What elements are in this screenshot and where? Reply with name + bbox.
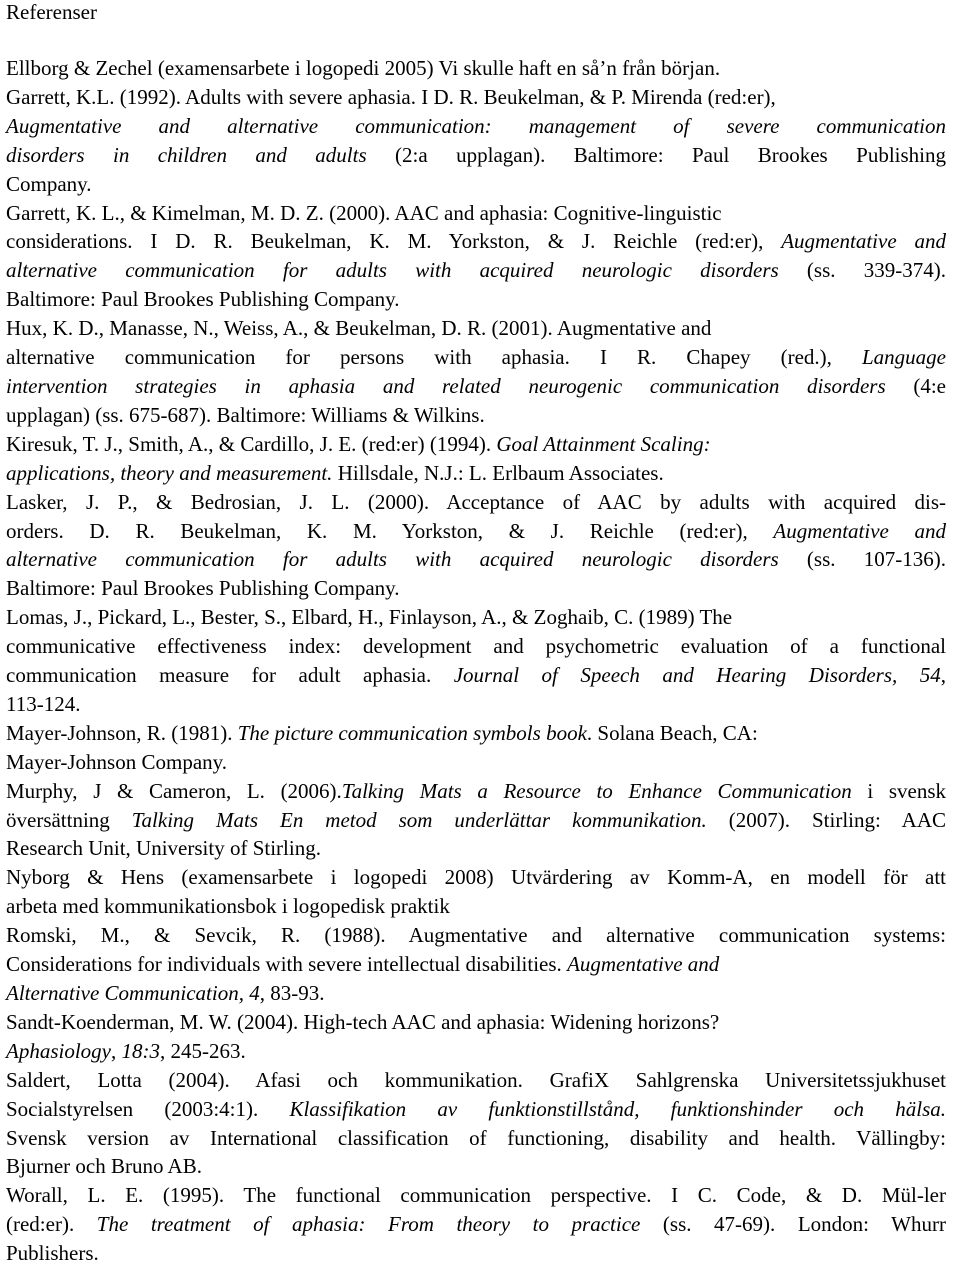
reference-entry xyxy=(6,777,946,864)
reference-line xyxy=(6,632,946,661)
reference-entry xyxy=(6,83,946,199)
reference-line xyxy=(6,112,946,141)
reference-text: communicative effectiveness index: development and psychometric evaluation of a functional xyxy=(6,634,946,659)
reference-line xyxy=(6,1152,946,1181)
reference-text: Sandt-Koenderman, M. W. (2004). High-tech AAC and aphasia: Widening horizons? xyxy=(6,1009,720,1034)
reference-line xyxy=(6,690,946,719)
reference-line xyxy=(6,661,946,690)
reference-line xyxy=(6,430,946,459)
reference-text: (ss. 339-374). xyxy=(778,258,946,283)
italic-text: Talking Mats a Resource to Enhance Communication xyxy=(341,778,852,803)
reference-line xyxy=(6,574,946,603)
italic-text: Alternative Communication, 4 xyxy=(6,981,260,1005)
reference-line xyxy=(6,141,946,170)
reference-text: , 83-93. xyxy=(259,981,325,1005)
reference-line xyxy=(6,54,946,83)
reference-line xyxy=(6,806,946,835)
italic-text: Talking Mats En metod som underlättar kommunikation. xyxy=(131,807,707,832)
reference-line xyxy=(6,1210,946,1239)
reference-entry xyxy=(6,921,946,1008)
reference-line xyxy=(6,979,946,1008)
italic-text: Aphasiology xyxy=(6,1038,111,1063)
reference-text: Considerations for individuals with severe intellectual disabilities. xyxy=(6,952,568,977)
reference-line xyxy=(6,1239,946,1268)
reference-text: Garrett, K. L., & Kimelman, M. D. Z. (2000). AAC and aphasia: Cognitive-linguistic xyxy=(6,200,722,225)
reference-text: Company. xyxy=(6,171,92,196)
reference-line xyxy=(6,170,946,199)
reference-text: Nyborg & Hens (examensarbete i logopedi 2008) Utvärdering av Komm-A, en modell för att xyxy=(6,865,946,890)
italic-text: Klassifikation av funktionstillstånd, funktionshinder och hälsa. xyxy=(289,1096,946,1121)
reference-line xyxy=(6,401,946,430)
reference-list xyxy=(6,54,946,1268)
reference-text: Bjurner och Bruno AB. xyxy=(6,1154,202,1179)
reference-line xyxy=(6,256,946,285)
reference-text: communication measure for adult aphasia. xyxy=(6,663,454,688)
italic-text: Augmentative and xyxy=(781,229,946,254)
reference-text: (4:e xyxy=(885,373,946,398)
reference-entry xyxy=(6,314,946,430)
reference-line xyxy=(6,1181,946,1210)
italic-text: intervention strategies in aphasia and related neurogenic communication disorders xyxy=(6,373,886,398)
reference-line xyxy=(6,517,946,546)
reference-line xyxy=(6,545,946,574)
reference-entry xyxy=(6,1066,946,1182)
reference-line xyxy=(6,459,946,488)
reference-line xyxy=(6,227,946,256)
reference-text: Publishers. xyxy=(6,1241,99,1266)
reference-text: Lasker, J. P., & Bedrosian, J. L. (2000). Acceptance of AAC by adults with acquired dis- xyxy=(6,489,946,514)
reference-line xyxy=(6,1095,946,1124)
reference-text: , xyxy=(940,663,946,688)
reference-text: Hillsdale, N.J.: L. Erlbaum Associates. xyxy=(332,460,664,485)
reference-entry xyxy=(6,488,946,604)
italic-text: Augmentative and alternative communication: management of severe communication xyxy=(6,113,946,138)
reference-text: (red:er). xyxy=(6,1212,97,1237)
reference-text: upplagan) (ss. 675-687). Baltimore: Williams & Wilkins. xyxy=(6,402,485,427)
reference-line xyxy=(6,863,946,892)
reference-text: Garrett, K.L. (1992). Adults with severe aphasia. I D. R. Beukelman, & P. Mirenda (red:er), xyxy=(6,84,776,109)
reference-text: (2:a upplagan). Baltimore: Paul Brookes Publishing xyxy=(366,142,946,167)
reference-line xyxy=(6,748,946,777)
reference-line xyxy=(6,1066,946,1095)
reference-entry xyxy=(6,1181,946,1268)
italic-text: Language xyxy=(862,345,946,370)
reference-text: (2007). Stirling: AAC xyxy=(706,807,947,832)
reference-text: Socialstyrelsen (2003:4:1). xyxy=(6,1096,290,1121)
reference-line xyxy=(6,285,946,314)
reference-line xyxy=(6,372,946,401)
reference-line xyxy=(6,603,946,632)
reference-entry xyxy=(6,54,946,83)
reference-text: Romski, M., & Sevcik, R. (1988). Augmentative and alternative communication systems: xyxy=(6,923,946,948)
reference-line xyxy=(6,921,946,950)
reference-entry xyxy=(6,863,946,921)
italic-text: alternative communication for adults with acquired neurologic disorders xyxy=(6,258,779,283)
reference-entry xyxy=(6,430,946,488)
reference-text: Ellborg & Zechel (examensarbete i logopedi 2005) Vi skulle haft en så’n från början. xyxy=(6,56,721,80)
reference-text: , 245-263. xyxy=(160,1038,246,1063)
reference-text: considerations. I D. R. Beukelman, K. M. Yorkston, & J. Reichle (red:er), xyxy=(6,229,782,254)
reference-text: Murphy, J & Cameron, L. (2006). xyxy=(6,778,342,803)
reference-text: alternative communication for persons with aphasia. I R. Chapey (red.), xyxy=(6,345,862,370)
reference-entry xyxy=(6,199,946,315)
reference-text: Saldert, Lotta (2004). Afasi och kommunikation. GrafiX Sahlgrenska Universitetssjukhuset xyxy=(6,1067,946,1092)
reference-text: översättning xyxy=(6,807,132,832)
reference-text: orders. D. R. Beukelman, K. M. Yorkston, & J. Reichle (red:er), xyxy=(6,518,774,543)
reference-text: (ss. 107-136). xyxy=(778,547,946,572)
reference-entry xyxy=(6,719,946,777)
italic-text: alternative communication for adults with acquired neurologic disorders xyxy=(6,547,779,572)
reference-text: 113-124. xyxy=(6,691,81,716)
reference-line xyxy=(6,719,946,748)
reference-text: Kiresuk, T. J., Smith, A., & Cardillo, J. E. (red:er) (1994). xyxy=(6,431,497,456)
reference-line xyxy=(6,777,946,806)
reference-text: Baltimore: Paul Brookes Publishing Company. xyxy=(6,287,400,312)
reference-line xyxy=(6,950,946,979)
italic-text: Augmentative and xyxy=(567,952,720,977)
reference-text: Mayer-Johnson, R. (1981). xyxy=(6,720,238,745)
italic-text: applications, theory and measurement. xyxy=(6,460,333,485)
reference-line xyxy=(6,834,946,863)
reference-text: Mayer-Johnson Company. xyxy=(6,749,228,774)
reference-line xyxy=(6,343,946,372)
italic-text: The treatment of aphasia: From theory to practice xyxy=(96,1212,641,1237)
reference-text: . Solana Beach, CA: xyxy=(586,720,758,745)
italic-text: Goal Attainment Scaling: xyxy=(496,431,711,456)
reference-text: , xyxy=(111,1038,122,1063)
reference-line xyxy=(6,488,946,517)
reference-text: Research Unit, University of Stirling. xyxy=(6,836,321,861)
page-title: Referenser xyxy=(6,0,97,24)
reference-line xyxy=(6,314,946,343)
reference-text: Worall, L. E. (1995). The functional communication perspective. I C. Code, & D. Mül-ler xyxy=(6,1183,946,1208)
reference-line xyxy=(6,892,946,921)
reference-text: i svensk xyxy=(851,778,946,803)
reference-line xyxy=(6,1124,946,1153)
italic-text: Journal of Speech and Hearing Disorders, 54 xyxy=(453,663,941,688)
reference-text: arbeta med kommunikationsbok i logopedisk praktik xyxy=(6,894,450,919)
italic-text: 18:3 xyxy=(121,1038,160,1063)
italic-text: The picture communication symbols book xyxy=(237,720,587,745)
reference-entry xyxy=(6,1008,946,1066)
reference-line xyxy=(6,1037,946,1066)
reference-entry xyxy=(6,603,946,719)
italic-text: Augmentative and xyxy=(773,518,946,543)
reference-text: (ss. 47-69). London: Whurr xyxy=(640,1212,946,1237)
reference-text: Svensk version av International classification of functioning, disability and health. Vällingby: xyxy=(6,1125,946,1150)
reference-text: Baltimore: Paul Brookes Publishing Company. xyxy=(6,576,400,601)
reference-line xyxy=(6,1008,946,1037)
reference-line xyxy=(6,83,946,112)
reference-text: Lomas, J., Pickard, L., Bester, S., Elbard, H., Finlayson, A., & Zoghaib, C. (1989) The xyxy=(6,605,733,630)
reference-text: Hux, K. D., Manasse, N., Weiss, A., & Beukelman, D. R. (2001). Augmentative and xyxy=(6,316,712,341)
italic-text: disorders in children and adults xyxy=(6,142,367,167)
reference-line xyxy=(6,199,946,228)
